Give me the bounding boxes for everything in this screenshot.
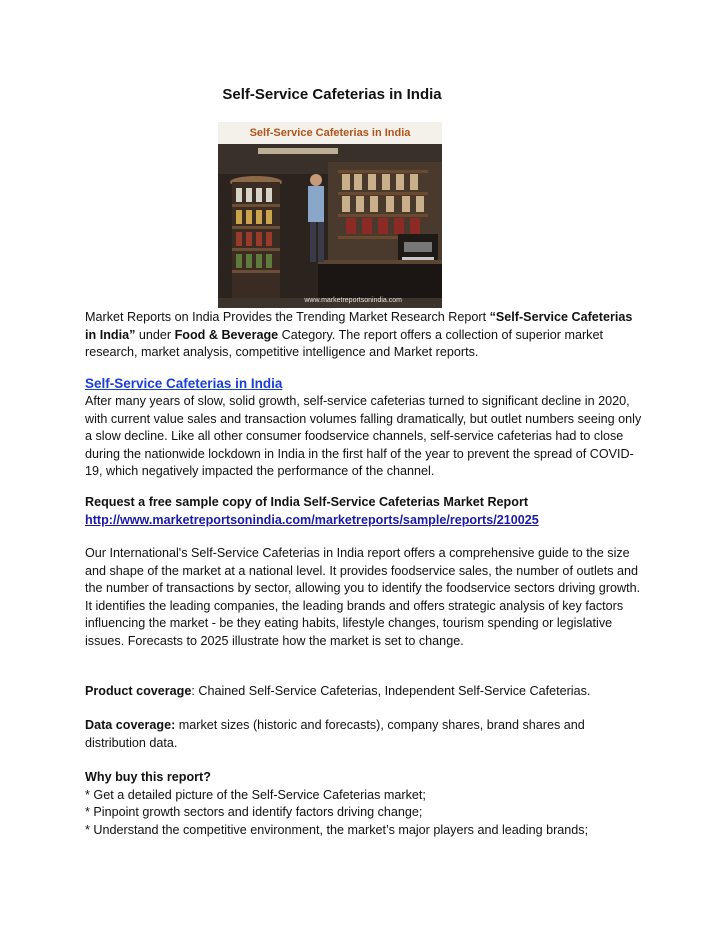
- product-coverage-label: Product coverage: [85, 684, 192, 698]
- intro-text-3: Category. The report offers a collection of superior market research, market analysis, competitive intelligence and Market reports.: [85, 327, 603, 359]
- hero-banner-text: Self-Service Cafeterias in India: [218, 122, 442, 144]
- why-buy-item: * Understand the competitive environment, the market’s major players and leading brands;: [85, 822, 589, 837]
- intro-category: Food & Beverage: [174, 327, 279, 342]
- product-coverage-text: : Chained Self-Service Cafeterias, Independent Self-Service Cafeterias.: [191, 684, 591, 698]
- sample-request-label: Request a free sample copy of India Self-Service Cafeterias Market Report: [85, 495, 529, 509]
- product-coverage: [85, 683, 645, 701]
- intro-report-name: “Self-Service Cafeterias in India”: [85, 310, 633, 342]
- sample-request-link[interactable]: http://www.marketreportsonindia.com/marketreports/sample/reports/210025: [85, 512, 539, 527]
- hero-image: [218, 122, 442, 308]
- document-title-text: Self-Service Cafeterias in India: [222, 86, 442, 103]
- data-coverage-label: Data coverage:: [85, 718, 176, 732]
- overview-paragraph: Our International's Self-Service Cafeterias in India report offers a comprehensive guide to the size and shape of the market at a national level. It provides foodservice sales, the number of outlets and the number of transactions by sector, allowing you to identify the foodservice sectors driving growth. It identifies the leading companies, the leading brands and offers strategic analysis of key factors influencing the market - be they eating habits, lifestyle changes, tourism spending or legislative issues. Forecasts to 2025 illustrate how the market is set to change.: [85, 546, 641, 648]
- data-coverage-text: market sizes (historic and forecasts), company shares, brand shares and distribution data.: [85, 718, 585, 750]
- hero-watermark: www.marketreportsonindia.com: [304, 297, 402, 304]
- section-heading[interactable]: Self-Service Cafeterias in India: [85, 376, 283, 391]
- sample-request-block: [85, 494, 645, 529]
- cafeteria-photo: [218, 122, 442, 308]
- why-buy-heading: Why buy this report?: [85, 770, 211, 784]
- why-buy-section: [85, 769, 645, 839]
- why-buy-item: * Get a detailed picture of the Self-Service Cafeterias market;: [85, 787, 426, 802]
- data-coverage: [85, 717, 645, 752]
- intro-text-1: Market Reports on India Provides the Trending Market Research Report: [85, 310, 490, 324]
- section-paragraph: After many years of slow, solid growth, self-service cafeterias turned to significant decline in 2020, with current value sales and transaction volumes falling dramatically, but outlet numbers seeing only a slow decline. Like all other consumer foodservice channels, self-service cafeterias had to close during the nationwide lockdown in India in the first half of the year to prevent the spread of COVID-19, which negatively impacted the performance of the channel.: [85, 394, 642, 478]
- intro-text-2: under: [135, 327, 175, 342]
- document-title: [0, 86, 720, 103]
- why-buy-item: * Pinpoint growth sectors and identify factors driving change;: [85, 805, 423, 819]
- intro-paragraph: [85, 309, 645, 362]
